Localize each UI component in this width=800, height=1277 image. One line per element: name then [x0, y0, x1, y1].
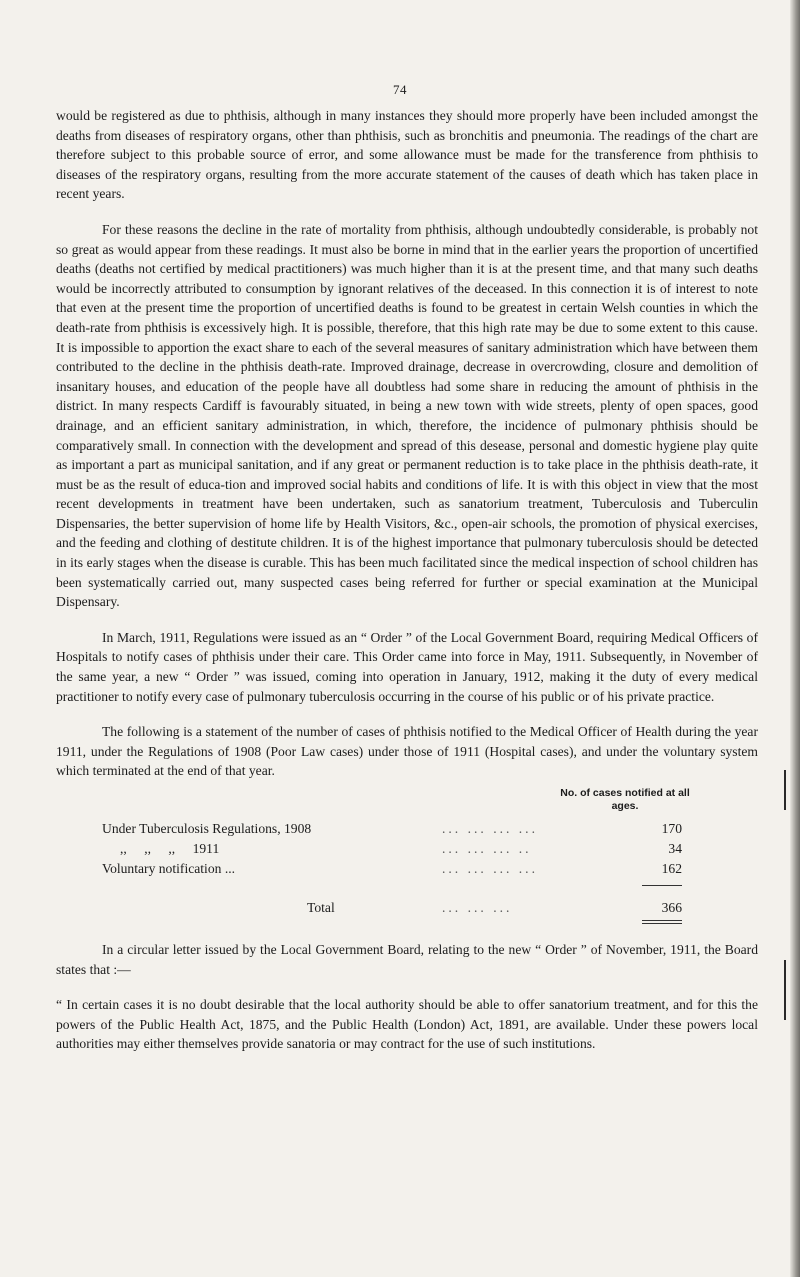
row-leader: ... ... ... ...	[442, 821, 538, 836]
row-value: 170	[661, 821, 682, 836]
table-row	[102, 859, 682, 879]
edge-mark	[784, 960, 786, 1020]
row-label: Under Tuberculosis Regulations, 1908	[102, 821, 312, 836]
block-quote: “ In certain cases it is no doubt desirable that the local authority should be able to offer sanatorium treatment, and for this the powers of the Public Health Act, 1875, and the Public Health (London) Act, 1891, are available. Under these powers local authorities may either themselves provide sanatoria or may contract for the use of such institutions.	[56, 997, 758, 1052]
total-leader: ... ... ...	[442, 900, 513, 915]
document-body	[56, 106, 758, 1054]
row-value: 162	[661, 861, 682, 876]
edge-mark	[784, 770, 786, 810]
row-leader: ... ... ... ..	[442, 841, 532, 856]
paragraph: In March, 1911, Regulations were issued as an “ Order ” of the Local Government Board, requiring Medical Officers of Hospitals to notify cases of phthisis under their care. This Order came into force in May, 1911. Subsequently, in November of the same year, a new “ Order ” was issued, coming into operation in January, 1912, making it the duty of every medical practitioner to notify every case of pulmonary tuberculosis occurring in the course of his public or of his private practice.	[56, 629, 758, 704]
table-header: No. of cases notified at all ages.	[560, 787, 690, 812]
total-double-rule	[642, 920, 682, 924]
row-label: Voluntary notification ...	[102, 861, 236, 876]
row-leader: ... ... ... ...	[442, 861, 538, 876]
total-value: 366	[661, 900, 682, 915]
row-label: ,, ,, ,, 1911	[120, 841, 220, 856]
table-row	[102, 839, 682, 859]
row-value: 34	[668, 841, 682, 856]
page-number: 74	[393, 82, 407, 97]
paragraph: For these reasons the decline in the rate of mortality from phthisis, although undoubtedly considerable, is probably not so great as would appear from these readings. It must also be borne in mind that in the earlier years the proportion of uncertified deaths (deaths not certified by medical practitioners) was much higher than it is at the present time, and that many such deaths would be incorrectly attributed to consumption by ignorant relatives of the deceased. In this connection it is of interest to note that even at the present time the proportion of uncertified deaths is found to be greatest in certain Welsh counties in which the death-rate from phthisis is excessively high. It is possible, therefore, that this high rate may be due to some extent to this cause. It is impossible to apportion the exact share to each of the several measures of sanitary administration which have between them contributed to the decline in the phthisis death-rate. Improved drainage, decrease in overcrowding, closure and demolition of insanitary houses, and education of the people have all doubtless had some share in reducing the amount of phthisis in the district. In many respects Cardiff is favourably situated, in being a new town with wide streets, plenty of open spaces, good drainage, and an efficient sanitary administration, in which, therefore, the incidence of pulmonary phthisis should be comparatively small. In connection with the development and spread of this desease, personal and domestic hygiene play quite as important a part as municipal sanitation, and if any great or permanent reduction is to take place in the phthisis death-rate, it must be as the result of educa-tion and improved social habits and conditions of life. It is with this object in view that the most recent developments in treatment have been undertaken, such as sanatorium treatment, Tuberculosis and Tuberculin Dispensaries, the better supervision of home life by Health Visitors, &c., open-air schools, the promotion of physical exercises, and the feeding and clothing of destitute children. It is of the highest importance that pulmonary tuberculosis should be detected in its early stages when the disease is curable. This has been much facilitated since the medical inspection of school children has been systematically carried out, many suspected cases being referred for further or special examination at the Municipal Dispensary.	[56, 221, 758, 610]
total-label: Total	[307, 900, 335, 915]
statistics-table	[102, 819, 682, 924]
paragraph: The following is a statement of the number of cases of phthisis notified to the Medical Officer of Health during the year 1911, under the Regulations of 1908 (Poor Law cases) under those of 1911 (Hospital cases), and under the voluntary system which terminated at the end of that year.	[56, 724, 758, 779]
page-edge	[790, 0, 800, 1277]
sum-rule	[642, 885, 682, 886]
table-row	[102, 819, 682, 839]
total-row	[102, 898, 682, 918]
paragraph: In a circular letter issued by the Local Government Board, relating to the new “ Order ” of November, 1911, the Board states that :—	[56, 942, 758, 977]
paragraph: would be registered as due to phthisis, although in many instances they should more properly have been included amongst the deaths from diseases of respiratory organs, other than phthisis, such as bronchitis and pneumonia. The readings of the chart are therefore subject to this probable source of error, and some allowance must be made for the transference from phthisis to diseases of the respiratory organs, resulting from the more accurate statement of the causes of death which has taken place in recent years.	[56, 108, 758, 202]
